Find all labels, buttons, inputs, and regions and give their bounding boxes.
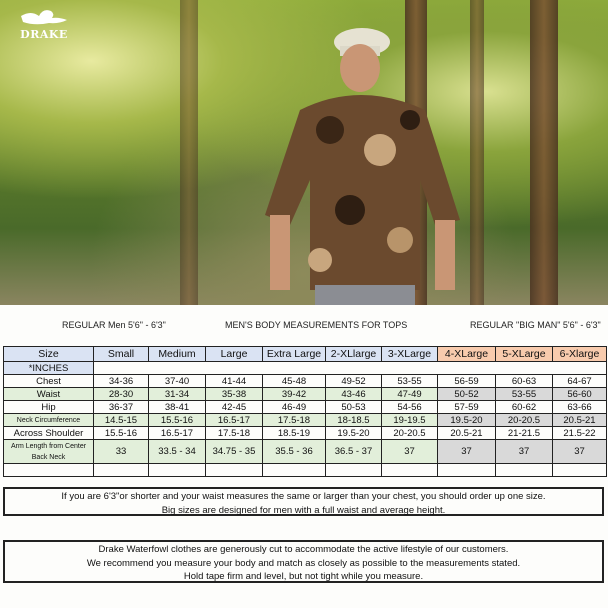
blank-cell (382, 464, 438, 477)
blank-row (4, 464, 607, 477)
value-cell: 60-62 (496, 401, 553, 414)
value-cell: 33 (94, 440, 149, 464)
value-cell: 18-18.5 (326, 414, 382, 427)
drake-logo (12, 8, 76, 41)
blank-cell (496, 464, 553, 477)
value-cell: 50-53 (326, 401, 382, 414)
value-cell: 47-49 (382, 388, 438, 401)
value-cell: 46-49 (263, 401, 326, 414)
table-row (4, 401, 607, 414)
note-line: If you are 6'3"or shorter and your waist measures the same or larger than your chest, you should order up one size. (61, 491, 546, 502)
heading-big-man: REGULAR "BIG MAN" 5'6" - 6'3" (470, 320, 601, 330)
value-cell: 15.5-16 (149, 414, 206, 427)
value-cell: 17.5-18 (263, 414, 326, 427)
row-label: Chest (4, 375, 94, 388)
sizing-note-box (3, 487, 604, 516)
header-cell: 2-XLlarge (326, 347, 382, 362)
value-cell: 54-56 (382, 401, 438, 414)
value-cell: 50-52 (438, 388, 496, 401)
value-cell: 60-63 (496, 375, 553, 388)
header-cell: 6-Xlarge (553, 347, 607, 362)
tree-trunk (180, 0, 198, 305)
table-row (4, 440, 607, 464)
table-header-row (4, 347, 607, 362)
value-cell: 34.75 - 35 (206, 440, 263, 464)
value-cell: 28-30 (94, 388, 149, 401)
value-cell: 20.5-21 (438, 427, 496, 440)
header-cell: Small (94, 347, 149, 362)
note-line: Hold tape firm and level, but not tight while you measure. (183, 571, 424, 582)
value-cell: 56-60 (553, 388, 607, 401)
value-cell: 45-48 (263, 375, 326, 388)
value-cell: 37 (553, 440, 607, 464)
header-cell: 5-XLarge (496, 347, 553, 362)
heading-title: MEN'S BODY MEASUREMENTS FOR TOPS (225, 320, 408, 330)
value-cell: 56-59 (438, 375, 496, 388)
value-cell: 15.5-16 (94, 427, 149, 440)
value-cell: 19-19.5 (382, 414, 438, 427)
row-label: Across Shoulder (4, 427, 94, 440)
blank-cell (553, 464, 607, 477)
value-cell: 37 (438, 440, 496, 464)
units-row (4, 362, 607, 375)
header-cell: 4-XLarge (438, 347, 496, 362)
value-cell: 36.5 - 37 (326, 440, 382, 464)
duck-logo-icon (19, 8, 69, 28)
value-cell: 20-20.5 (496, 414, 553, 427)
blank-cell (438, 464, 496, 477)
note-line: Big sizes are designed for men with a full waist and average height. (161, 504, 446, 516)
value-cell: 18.5-19 (263, 427, 326, 440)
blank-cell (94, 464, 149, 477)
value-cell: 42-45 (206, 401, 263, 414)
value-cell: 14.5-15 (94, 414, 149, 427)
man-in-camo-shirt-image (260, 10, 470, 305)
table-row (4, 427, 607, 440)
value-cell: 53-55 (496, 388, 553, 401)
value-cell: 37-40 (149, 375, 206, 388)
value-cell: 17.5-18 (206, 427, 263, 440)
tree-trunk (530, 0, 558, 305)
value-cell: 64-67 (553, 375, 607, 388)
logo-text: DRAKE (20, 28, 68, 41)
header-cell: Extra Large (263, 347, 326, 362)
value-cell: 53-55 (382, 375, 438, 388)
heading-regular: REGULAR Men 5'6" - 6'3" (62, 320, 166, 330)
size-chart-table (3, 346, 607, 477)
blank-cell (263, 464, 326, 477)
value-cell: 39-42 (263, 388, 326, 401)
value-cell: 41-44 (206, 375, 263, 388)
value-cell: 57-59 (438, 401, 496, 414)
blank-cell (206, 464, 263, 477)
note-line: Drake Waterfowl clothes are generously cut to accommodate the active lifestyle of our customers. (98, 544, 509, 555)
row-label: Waist (4, 388, 94, 401)
table-row (4, 388, 607, 401)
value-cell: 36-37 (94, 401, 149, 414)
table-row (4, 375, 607, 388)
value-cell: 21-21.5 (496, 427, 553, 440)
blank-cell (326, 464, 382, 477)
note-line: We recommend you measure your body and match as closely as possible to the measurements stated. (86, 557, 521, 569)
row-label: Hip (4, 401, 94, 414)
row-label: Neck Circumference (4, 414, 94, 427)
value-cell: 33.5 - 34 (149, 440, 206, 464)
units-spacer (94, 362, 607, 375)
value-cell: 31-34 (149, 388, 206, 401)
value-cell: 20-20.5 (382, 427, 438, 440)
header-cell: 3-XLarge (382, 347, 438, 362)
value-cell: 49-52 (326, 375, 382, 388)
value-cell: 16.5-17 (149, 427, 206, 440)
blank-cell (149, 464, 206, 477)
value-cell: 21.5-22 (553, 427, 607, 440)
row-label: Arm Length from Center Back Neck (4, 440, 94, 464)
value-cell: 63-66 (553, 401, 607, 414)
header-cell: Size (4, 347, 94, 362)
value-cell: 37 (496, 440, 553, 464)
tree-trunk (470, 0, 484, 305)
value-cell: 38-41 (149, 401, 206, 414)
value-cell: 19.5-20 (438, 414, 496, 427)
units-label: *INCHES (4, 362, 94, 375)
value-cell: 16.5-17 (206, 414, 263, 427)
table-row (4, 414, 607, 427)
value-cell: 20.5-21 (553, 414, 607, 427)
value-cell: 34-36 (94, 375, 149, 388)
value-cell: 19.5-20 (326, 427, 382, 440)
measuring-note-box (3, 540, 604, 583)
value-cell: 35.5 - 36 (263, 440, 326, 464)
blank-cell (4, 464, 94, 477)
value-cell: 35-38 (206, 388, 263, 401)
header-cell: Medium (149, 347, 206, 362)
header-cell: Large (206, 347, 263, 362)
value-cell: 37 (382, 440, 438, 464)
value-cell: 43-46 (326, 388, 382, 401)
